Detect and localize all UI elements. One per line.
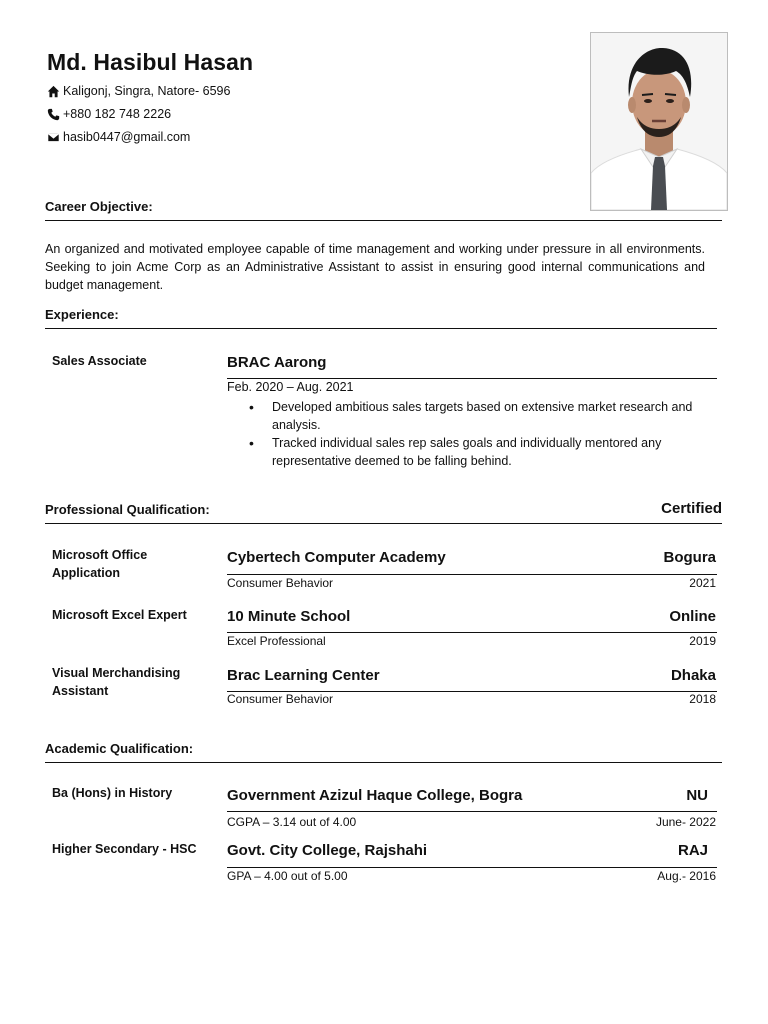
certified-heading: Certified	[661, 500, 722, 517]
address-text: Kaligonj, Singra, Natore- 6596	[63, 84, 231, 98]
qualification-label: Microsoft Excel Expert	[52, 608, 187, 622]
experience-dates: Feb. 2020 – Aug. 2021	[227, 380, 354, 394]
professional-qualification-heading: Professional Qualification:	[45, 502, 210, 517]
section-divider	[45, 328, 717, 329]
academic-result: GPA – 4.00 out of 5.00	[227, 869, 348, 883]
email-text: hasib0447@gmail.com	[63, 130, 191, 144]
phone-line	[47, 107, 171, 121]
academic-qualification-heading: Academic Qualification:	[45, 741, 194, 756]
academic-institution: Government Azizul Haque College, Bogra	[227, 787, 523, 804]
qualification-detail: Excel Professional	[227, 634, 326, 648]
qualification-label: Visual Merchandising Assistant	[52, 666, 181, 698]
entry-divider	[227, 811, 717, 812]
qualification-org: Cybertech Computer Academy	[227, 549, 446, 566]
list-item: • Developed ambitious sales targets based on extensive market research and analysis.	[227, 398, 702, 434]
candidate-name: Md. Hasibul Hasan	[47, 49, 254, 75]
qualification-place: Online	[669, 608, 716, 625]
experience-role: Sales Associate	[52, 354, 147, 368]
experience-heading: Experience:	[45, 307, 119, 322]
qualification-detail: Consumer Behavior	[227, 576, 334, 590]
section-divider	[45, 220, 722, 221]
home-icon	[47, 85, 60, 98]
list-item: • Tracked individual sales rep sales goals and individually mentored any representative deemed to be falling behind.	[227, 434, 702, 470]
academic-date: Aug.- 2016	[657, 869, 716, 883]
career-objective-text: An organized and motivated employee capable of time management and working under pressure in all environments. Seeking to join Acme Corp as an Administrative Assistant to assist in ensuring good internal communications and budget management.	[45, 242, 705, 292]
phone-icon	[47, 108, 60, 121]
entry-divider	[227, 867, 717, 868]
entry-divider	[227, 574, 717, 575]
email-line	[47, 130, 190, 144]
profile-photo	[590, 32, 728, 211]
academic-label: Ba (Hons) in History	[52, 786, 173, 800]
academic-board: NU	[686, 787, 708, 804]
qualification-label: Microsoft Office Application	[52, 548, 148, 580]
envelope-icon	[47, 131, 60, 144]
qualification-org: Brac Learning Center	[227, 667, 380, 684]
qualification-year: 2021	[689, 576, 716, 590]
experience-bullets	[227, 398, 702, 470]
entry-divider	[227, 378, 717, 379]
entry-divider	[227, 632, 717, 633]
section-divider	[45, 762, 722, 763]
academic-label: Higher Secondary - HSC	[52, 842, 197, 856]
qualification-org: 10 Minute School	[227, 608, 351, 625]
academic-result: CGPA – 3.14 out of 4.00	[227, 815, 357, 829]
academic-institution: Govt. City College, Rajshahi	[227, 842, 428, 859]
section-divider	[45, 523, 722, 524]
career-objective-heading: Career Objective:	[45, 199, 153, 214]
qualification-year: 2018	[689, 692, 716, 706]
qualification-year: 2019	[689, 634, 716, 648]
academic-board: RAJ	[677, 842, 708, 859]
experience-org: BRAC Aarong	[227, 354, 327, 371]
qualification-detail: Consumer Behavior	[227, 692, 334, 706]
academic-date: June- 2022	[655, 815, 716, 829]
qualification-place: Dhaka	[670, 667, 716, 684]
address-line	[47, 84, 230, 98]
qualification-place: Bogura	[663, 549, 716, 566]
phone-text: +880 182 748 2226	[63, 107, 172, 121]
